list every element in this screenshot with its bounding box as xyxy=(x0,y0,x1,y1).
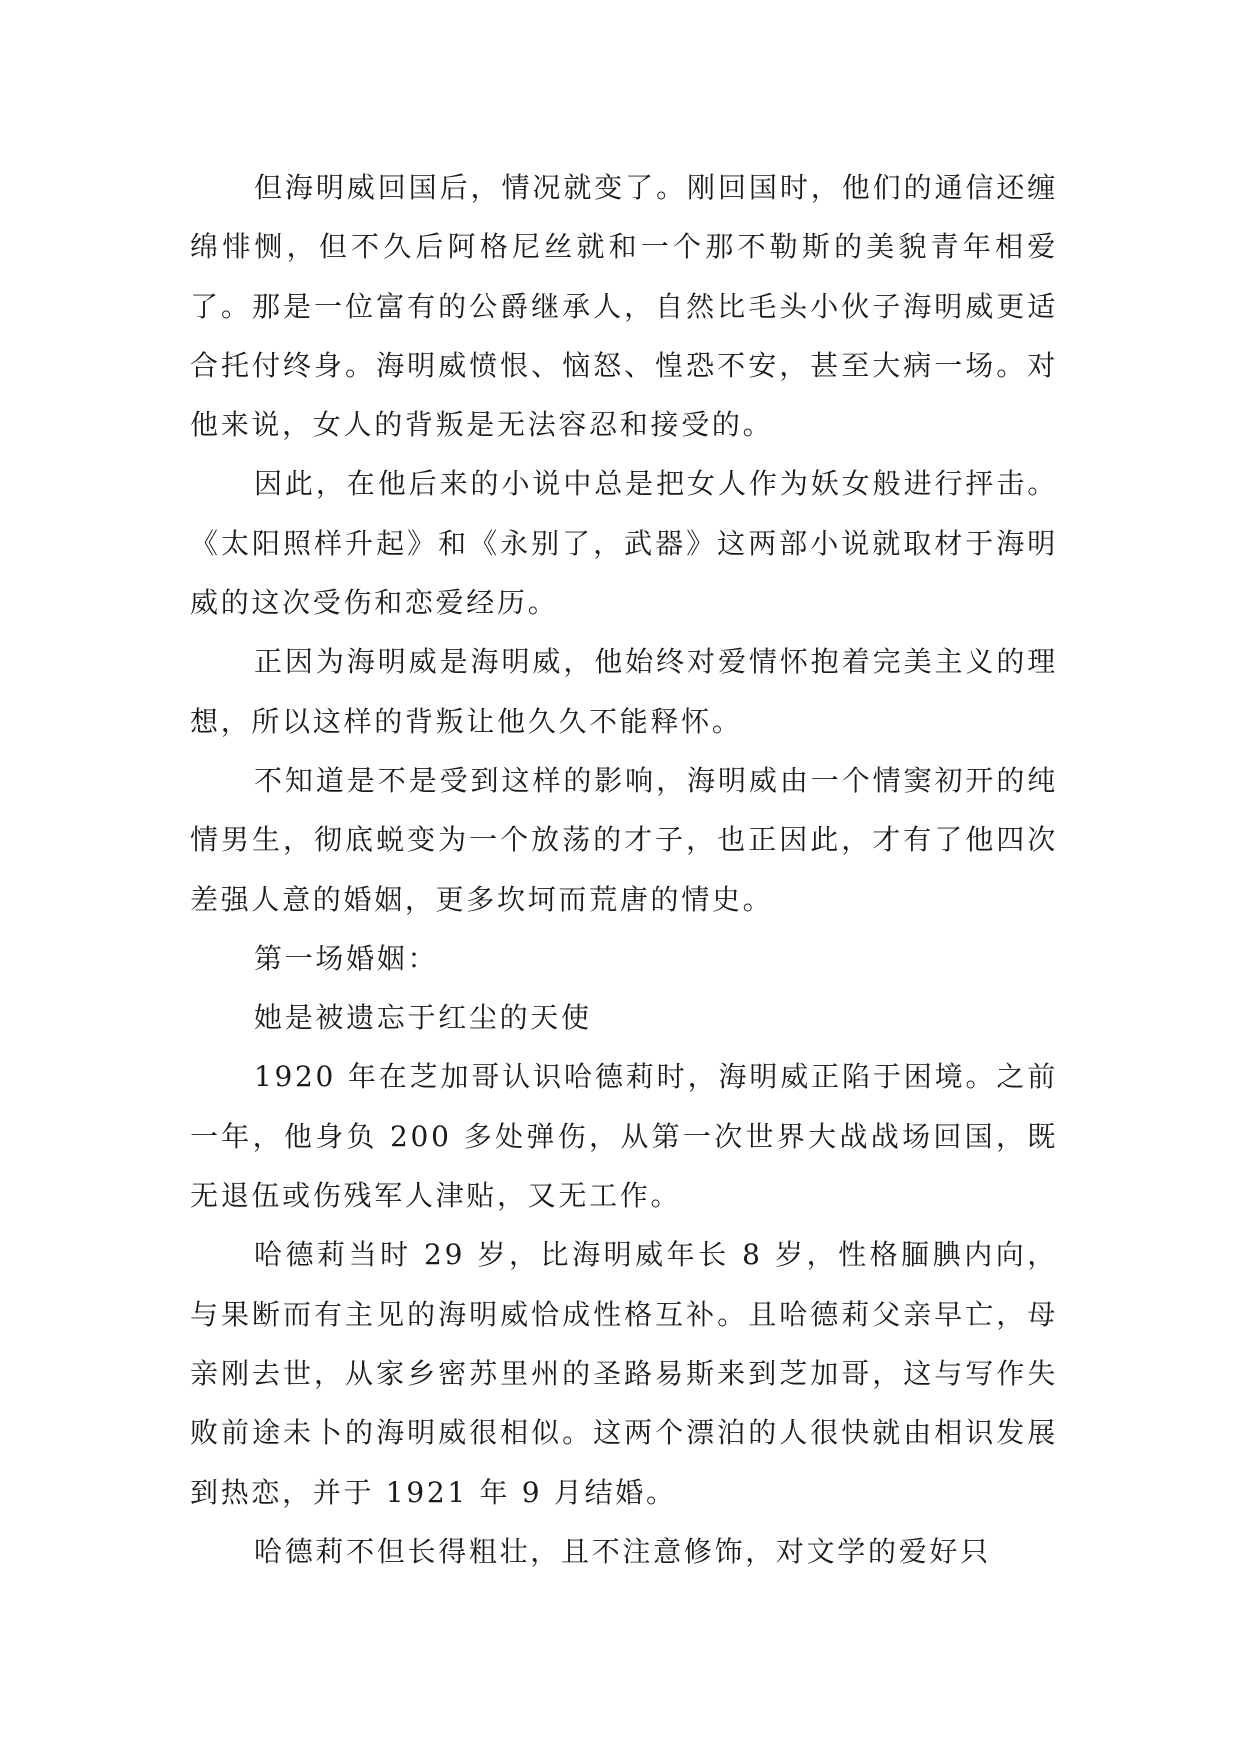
paragraph: 正因为海明威是海明威，他始终对爱情怀抱着完美主义的理想，所以这样的背叛让他久久不能释怀。 xyxy=(190,645,1058,738)
paragraph: 不知道是不是受到这样的影响，海明威由一个情窦初开的纯情男生，彻底蜕变为一个放荡的才子，也正因此，才有了他四次差强人意的婚姻，更多坎坷而荒唐的情史。 xyxy=(190,763,1058,916)
paragraph: 哈德莉当时 29 岁，比海明威年长 8 岁，性格腼腆内向，与果断而有主见的海明威恰成性格互补。且哈德莉父亲早亡，母亲刚去世，从家乡密苏里州的圣路易斯来到芝加哥，这与写作失败前途未卜的海明威很相似。这两个漂泊的人很快就由相识发展到热恋，并于 1921 年 9 月结婚。 xyxy=(190,1238,1058,1509)
section-subheading: 她是被遗忘于红尘的天使 xyxy=(254,1001,592,1035)
paragraph: 因此，在他后来的小说中总是把女人作为妖女般进行抨击。《太阳照样升起》和《永别了，武器》这两部小说就取材于海明威的这次受伤和恋爱经历。 xyxy=(190,467,1058,620)
paragraph: 哈德莉不但长得粗壮，且不注意修饰，对文学的爱好只 xyxy=(254,1534,991,1568)
paragraph: 但海明威回国后，情况就变了。刚回国时，他们的通信还缠绵悱恻，但不久后阿格尼丝就和一个那不勒斯的美貌青年相爱了。那是一位富有的公爵继承人，自然比毛头小伙子海明威更适合托付终身。海明威愤恨、恼怒、惶恐不安，甚至大病一场。对他来说，女人的背叛是无法容忍和接受的。 xyxy=(190,171,1058,442)
document-body xyxy=(190,158,1058,1581)
section-heading: 第一场婚姻： xyxy=(254,941,439,975)
paragraph: 1920 年在芝加哥认识哈德莉时，海明威正陷于困境。之前一年，他身负 200 多处弹伤，从第一次世界大战战场回国，既无退伍或伤残军人津贴，又无工作。 xyxy=(190,1060,1058,1213)
